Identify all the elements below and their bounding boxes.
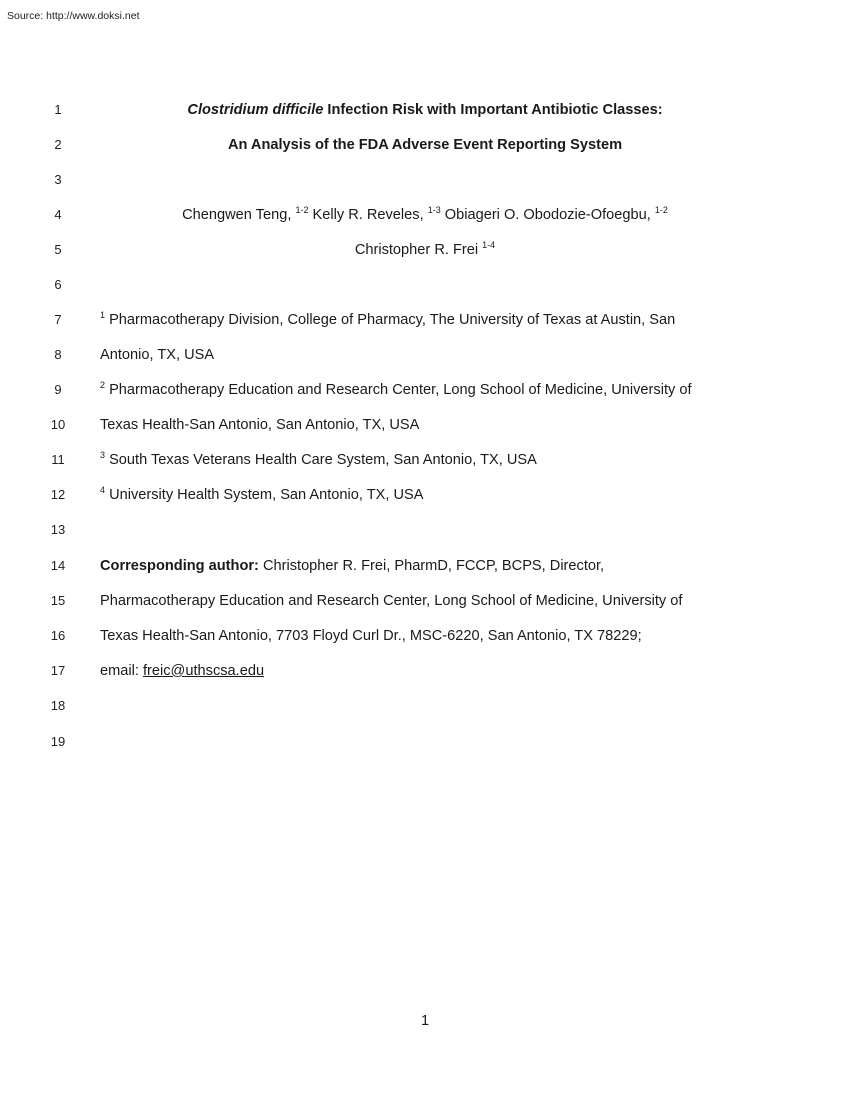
manuscript-line-16 — [0, 625, 850, 647]
corresponding-text: Christopher R. Frei, PharmD, FCCP, BCPS, Director, — [258, 558, 605, 574]
affiliation-1-continued: Antonio, TX, USA — [100, 347, 215, 363]
line-number: 6 — [54, 277, 62, 292]
line-number: 15 — [50, 593, 66, 608]
manuscript-line-10 — [0, 414, 850, 436]
manuscript-line-14 — [0, 555, 850, 577]
affiliation-4 — [100, 484, 810, 506]
manuscript-line-13 — [0, 519, 850, 541]
email-link[interactable]: freic@uthscsa.edu — [142, 663, 265, 679]
manuscript-line-2 — [0, 134, 850, 156]
manuscript-line-4 — [0, 204, 850, 226]
line-number: 3 — [54, 172, 62, 187]
affiliation-text: South Texas Veterans Health Care System, San Antonio, TX, USA — [105, 452, 537, 468]
author-name: Chengwen Teng, — [182, 207, 296, 223]
line-number: 2 — [54, 137, 62, 152]
author-name: Kelly R. Reveles, — [308, 207, 428, 223]
line-number: 1 — [54, 102, 62, 117]
affiliation-number: 2 — [100, 380, 106, 390]
title-rest: Infection Risk with Important Antibiotic Classes: — [323, 102, 663, 118]
line-number: 18 — [50, 698, 66, 713]
manuscript-line-12 — [0, 484, 850, 506]
affiliation-text: Pharmacotherapy Education and Research Center, Long School of Medicine, University of — [105, 382, 692, 398]
manuscript-line-15 — [0, 590, 850, 612]
manuscript-line-18 — [0, 695, 850, 717]
manuscript-line-6 — [0, 274, 850, 296]
email-label: email: — [100, 663, 143, 679]
affiliation-1 — [100, 309, 810, 331]
corresponding-text-3: Texas Health-San Antonio, 7703 Floyd Curl Dr., MSC-6220, San Antonio, TX 78229; — [100, 628, 642, 644]
line-number: 5 — [54, 242, 62, 257]
author-affiliation: 1-3 — [427, 205, 441, 215]
line-number: 9 — [54, 382, 62, 397]
line-number: 17 — [50, 663, 66, 678]
manuscript-line-3 — [0, 169, 850, 191]
line-number: 7 — [54, 312, 62, 327]
affiliation-text: Pharmacotherapy Division, College of Pharmacy, The University of Texas at Austin, San — [105, 312, 676, 328]
line-number: 10 — [50, 417, 66, 432]
affiliation-3 — [100, 449, 810, 471]
affiliation-number: 1 — [100, 310, 106, 320]
manuscript-line-1 — [0, 99, 850, 121]
author-list-continued — [90, 239, 760, 261]
line-number: 11 — [51, 452, 65, 467]
manuscript-line-9 — [0, 379, 850, 401]
title-line-2: An Analysis of the FDA Adverse Event Reporting System — [227, 137, 623, 153]
manuscript-line-8 — [0, 344, 850, 366]
manuscript-line-11 — [0, 449, 850, 471]
affiliation-2 — [100, 379, 810, 401]
line-number: 13 — [50, 522, 66, 537]
line-number: 4 — [54, 207, 62, 222]
line-number: 19 — [50, 734, 66, 749]
affiliation-text: University Health System, San Antonio, TX, USA — [105, 487, 424, 503]
affiliation-2-continued: Texas Health-San Antonio, San Antonio, TX, USA — [100, 417, 420, 433]
affiliation-number: 3 — [100, 450, 106, 460]
author-affiliation: 1-2 — [654, 205, 668, 215]
title-line-1 — [90, 99, 760, 121]
author-list — [90, 204, 760, 226]
author-name: Christopher R. Frei — [354, 242, 483, 258]
source-note: Source: http://www.doksi.net — [7, 10, 140, 22]
line-number: 12 — [50, 487, 66, 502]
author-affiliation: 1-2 — [295, 205, 309, 215]
line-number: 16 — [50, 628, 66, 643]
line-number: 14 — [50, 558, 66, 573]
manuscript-line-5 — [0, 239, 850, 261]
manuscript-line-17 — [0, 660, 850, 682]
corresponding-label: Corresponding author: — [100, 558, 259, 574]
affiliation-number: 4 — [100, 485, 106, 495]
corresponding-text-2: Pharmacotherapy Education and Research Center, Long School of Medicine, University of — [100, 593, 683, 609]
corresponding-author — [100, 555, 810, 577]
manuscript-line-19 — [0, 731, 850, 753]
author-affiliation: 1-4 — [482, 240, 496, 250]
author-name: Obiageri O. Obodozie-Ofoegbu, — [440, 207, 655, 223]
manuscript-line-7 — [0, 309, 850, 331]
line-number: 8 — [54, 347, 62, 362]
title-organism: Clostridium difficile — [187, 102, 324, 118]
page-number: 1 — [420, 1013, 430, 1029]
corresponding-email-line — [100, 660, 810, 682]
